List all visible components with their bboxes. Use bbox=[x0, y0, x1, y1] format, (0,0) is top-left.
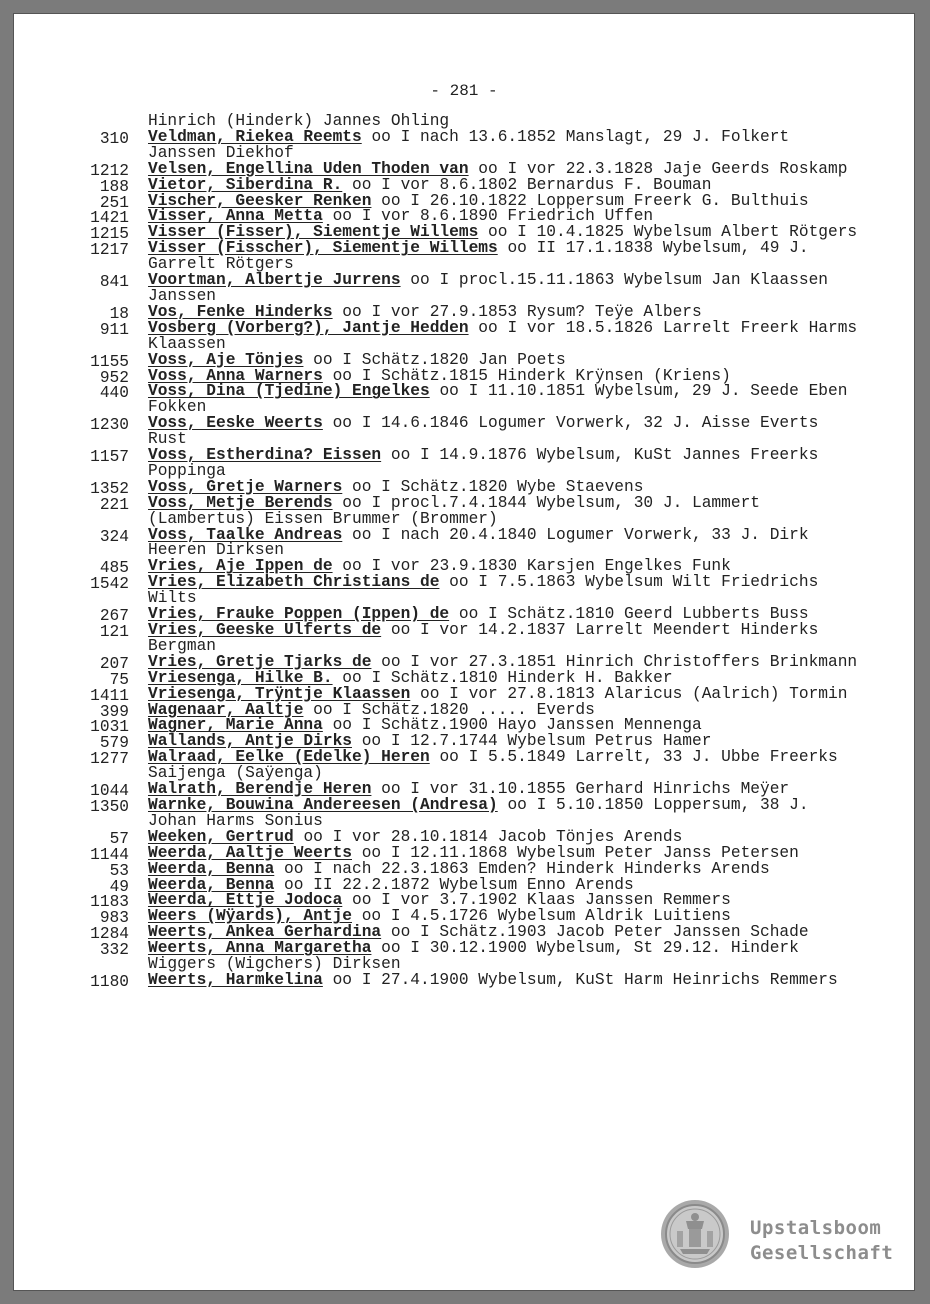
entry-number: 485 bbox=[99, 559, 129, 578]
entry-number: 1217 bbox=[90, 241, 129, 260]
entry-name: Vries, Frauke Poppen (Ippen) de bbox=[148, 605, 450, 624]
entry-details: oo I Schätz.1820 Wybe Staevens bbox=[352, 477, 644, 496]
entry-name: Wagner, Marie Anna bbox=[148, 716, 323, 735]
entry-number: 1542 bbox=[90, 575, 129, 594]
entry-name: Veldman, Riekea Reemts bbox=[148, 127, 362, 146]
entry-name: Weerts, Harmkelina bbox=[148, 970, 323, 989]
entry-number: 18 bbox=[109, 304, 129, 323]
entry-details: oo II 22.2.1872 Wybelsum Enno Arends bbox=[284, 875, 634, 894]
entry-details: oo I 4.5.1726 Wybelsum Aldrik Luitiens bbox=[361, 907, 731, 926]
entry-name: Vries, Aje Ippen de bbox=[148, 557, 333, 576]
entry-number: 1157 bbox=[90, 448, 129, 467]
entry-number: 1215 bbox=[90, 225, 129, 244]
entry-details: oo II 17.1.1838 Wybelsum, 49 J. Garrelt Rötgers bbox=[148, 239, 809, 274]
entry-name: Voss, Anna Warners bbox=[148, 366, 323, 385]
entry-number: 983 bbox=[99, 909, 129, 928]
entry-number: 1212 bbox=[90, 161, 129, 180]
entry-details: oo I vor 14.2.1837 Larrelt Meendert Hinderks Bergman bbox=[148, 621, 819, 655]
entry-name: Voss, Eeske Weerts bbox=[148, 414, 323, 433]
entry-details: oo I vor 8.6.1890 Friedrich Uffen bbox=[332, 207, 654, 226]
entry-name: Vries, Elizabeth Christians de bbox=[148, 573, 440, 592]
entry-name: Vos, Fenke Hinderks bbox=[148, 302, 333, 321]
entry-number: 1031 bbox=[90, 718, 129, 737]
entry-details: oo I Schätz.1820 Jan Poets bbox=[313, 350, 566, 369]
entry-number: 251 bbox=[99, 193, 129, 212]
page-number: - 281 - bbox=[430, 82, 498, 100]
entry-name: Voss, Metje Berends bbox=[148, 493, 333, 512]
entry-details: oo I Schätz.1903 Jacob Peter Janssen Schade bbox=[390, 923, 809, 942]
register-entry bbox=[14, 273, 914, 305]
entry-details: oo I vor 27.3.1851 Hinrich Christoffers Brinkmann bbox=[381, 652, 858, 671]
entry-name: Vosberg (Vorberg?), Jantje Hedden bbox=[148, 318, 469, 337]
entry-number: 57 bbox=[109, 829, 129, 848]
entry-details: oo I 5.5.1849 Larrelt, 33 J. Ubbe Freerks Saijenga (Saÿenga) bbox=[148, 748, 838, 783]
entry-details: oo I nach 20.4.1840 Logumer Vorwerk, 33 J. Dirk Heeren Dirksen bbox=[148, 525, 809, 560]
register-entry bbox=[14, 416, 914, 448]
register-entry bbox=[14, 575, 914, 607]
entry-name: Vries, Gretje Tjarks de bbox=[148, 652, 372, 671]
entry-number: 332 bbox=[99, 941, 129, 960]
entry-details: oo I vor 22.3.1828 Jaje Geerds Roskamp bbox=[478, 159, 848, 178]
entry-details: oo I 12.7.1744 Wybelsum Petrus Hamer bbox=[361, 732, 712, 751]
entry-number: 1180 bbox=[90, 972, 129, 991]
entry-details: oo I 10.4.1825 Wybelsum Albert Rötgers bbox=[488, 223, 858, 242]
entry-details: oo I Schätz.1810 Geerd Lubberts Buss bbox=[458, 605, 809, 624]
entry-details: oo I vor 23.9.1830 Karsjen Engelkes Funk bbox=[342, 557, 731, 576]
entry-number: 49 bbox=[109, 877, 129, 896]
register-entry bbox=[14, 525, 914, 560]
entry-details: oo I Schätz.1900 Hayo Janssen Mennenga bbox=[332, 716, 702, 735]
entry-number: 1044 bbox=[90, 782, 129, 801]
entry-name: Wallands, Antje Dirks bbox=[148, 732, 352, 751]
entry-number: 75 bbox=[109, 670, 129, 689]
entry-details: oo I vor 31.10.1855 Gerhard Hinrichs Meÿer bbox=[381, 780, 790, 799]
entry-name: Walraad, Eelke (Edelke) Heren bbox=[148, 748, 430, 767]
register-entry bbox=[14, 318, 914, 353]
entry-name: Weerda, Benna bbox=[148, 859, 275, 878]
entry-name: Weerts, Anna Margaretha bbox=[148, 939, 372, 958]
logo-line-1: Upstalsboom bbox=[750, 1217, 882, 1239]
entry-number: 324 bbox=[99, 527, 129, 546]
entry-details: oo I vor 27.9.1853 Rysum? Teÿe Albers bbox=[342, 302, 702, 321]
entry-number: 267 bbox=[99, 607, 129, 626]
entry-number: 188 bbox=[99, 177, 129, 196]
entry-details: oo I vor 18.5.1826 Larrelt Freerk Harms Klaassen bbox=[148, 318, 858, 353]
entry-number: 1277 bbox=[90, 750, 129, 769]
entry-details: oo I Schätz.1815 Hinderk Krÿnsen (Kriens) bbox=[332, 366, 731, 385]
entry-name: Velsen, Engellina Uden Thoden van bbox=[148, 159, 469, 178]
entry-details: oo I Schätz.1810 Hinderk H. Bakker bbox=[342, 668, 673, 687]
entry-number: 1421 bbox=[90, 209, 129, 228]
entry-details: oo I vor 27.8.1813 Alaricus (Aalrich) Tormin bbox=[420, 684, 848, 703]
entry-details: oo I vor 28.10.1814 Jacob Tönjes Arends bbox=[303, 827, 683, 846]
register-entry bbox=[14, 384, 914, 416]
entry-number: 911 bbox=[99, 320, 129, 339]
entry-list bbox=[14, 114, 914, 989]
lead-line-text: Hinrich (Hinderk) Jannes Ohling bbox=[148, 112, 450, 130]
entry-name: Vischer, Geesker Renken bbox=[148, 191, 372, 210]
entry-number: 1183 bbox=[90, 893, 129, 912]
register-entry bbox=[14, 970, 914, 991]
entry-name: Voss, Estherdina? Eissen bbox=[148, 446, 382, 465]
entry-details: oo I procl.7.4.1844 Wybelsum, 30 J. Lammert (Lambertus) Eissen Brummer (Brommer) bbox=[148, 493, 761, 528]
entry-number: 53 bbox=[109, 861, 129, 880]
seal-emblem-icon bbox=[660, 1199, 730, 1269]
register-entry bbox=[14, 448, 914, 480]
entry-name: Weers (Wÿards), Antje bbox=[148, 907, 352, 926]
entry-number: 1144 bbox=[90, 845, 129, 864]
register-entry bbox=[14, 941, 914, 973]
entry-details: oo I 14.6.1846 Logumer Vorwerk, 32 J. Aisse Everts Rust bbox=[148, 414, 819, 449]
entry-name: Voortman, Albertje Jurrens bbox=[148, 271, 401, 290]
entry-details: oo I vor 3.7.1902 Klaas Janssen Remmers bbox=[352, 891, 731, 910]
entry-number: 1352 bbox=[90, 479, 129, 498]
entry-number: 1230 bbox=[90, 416, 129, 435]
entry-name: Visser, Anna Metta bbox=[148, 207, 323, 226]
entry-number: 1350 bbox=[90, 797, 129, 816]
entry-details: oo I nach 13.6.1852 Manslagt, 29 J. Folkert Janssen Diekhof bbox=[148, 127, 790, 162]
entry-number: 399 bbox=[99, 702, 129, 721]
entry-name: Voss, Gretje Warners bbox=[148, 477, 343, 496]
entry-name: Voss, Aje Tönjes bbox=[148, 350, 304, 369]
entry-name: Voss, Taalke Andreas bbox=[148, 525, 343, 544]
society-logo-text bbox=[750, 1216, 893, 1266]
entry-number: 579 bbox=[99, 734, 129, 753]
entry-name: Vriesenga, Hilke B. bbox=[148, 668, 333, 687]
entry-details: oo I Schätz.1820 ..... Everds bbox=[313, 700, 595, 719]
register-entry bbox=[14, 623, 914, 655]
entry-name: Vietor, Siberdina R. bbox=[148, 175, 343, 194]
entry-name: Voss, Dina (Tjedine) Engelkes bbox=[148, 382, 430, 401]
register-entry bbox=[14, 127, 914, 162]
entry-details: oo I procl.15.11.1863 Wybelsum Jan Klaassen Janssen bbox=[148, 271, 829, 305]
entry-name: Visser (Fisscher), Siementje Willems bbox=[148, 239, 498, 258]
register-entry bbox=[14, 750, 914, 782]
entry-number: 440 bbox=[99, 384, 129, 403]
entry-name: Weerda, Ettje Jodoca bbox=[148, 891, 343, 910]
entry-name: Vriesenga, Trÿntje Klaassen bbox=[148, 684, 411, 703]
entry-details: oo I 5.10.1850 Loppersum, 38 J. Johan Harms Sonius bbox=[148, 795, 809, 830]
entry-number: 841 bbox=[99, 273, 129, 292]
entry-details: oo I 30.12.1900 Wybelsum, St 29.12. Hinderk Wiggers (Wigchers) Dirksen bbox=[148, 939, 799, 974]
entry-name: Weerts, Ankea Gerhardina bbox=[148, 923, 382, 942]
document-page bbox=[14, 14, 914, 1290]
entry-details: oo I 26.10.1822 Loppersum Freerk G. Bulthuis bbox=[381, 191, 809, 210]
entry-name: Weerda, Aaltje Weerts bbox=[148, 843, 352, 862]
register-entry bbox=[14, 493, 914, 528]
entry-details: oo I 27.4.1900 Wybelsum, KuSt Harm Heinrichs Remmers bbox=[332, 970, 838, 989]
entry-details: oo I nach 22.3.1863 Emden? Hinderk Hinderks Arends bbox=[284, 859, 770, 878]
entry-name: Weerda, Benna bbox=[148, 875, 275, 894]
entry-details: oo I vor 8.6.1802 Bernardus F. Bouman bbox=[352, 175, 712, 194]
entry-name: Wagenaar, Aaltje bbox=[148, 700, 304, 719]
entry-name: Visser (Fisser), Siementje Willems bbox=[148, 223, 479, 242]
entry-number: 121 bbox=[99, 623, 129, 641]
entry-number: 310 bbox=[99, 129, 129, 148]
register-entry bbox=[14, 795, 914, 830]
entry-name: Warnke, Bouwina Andereesen (Andresa) bbox=[148, 795, 498, 814]
entry-details: oo I 12.11.1868 Wybelsum Peter Janss Petersen bbox=[361, 843, 799, 862]
entry-details: oo I 11.10.1851 Wybelsum, 29 J. Seede Eben Fokken bbox=[148, 382, 848, 417]
entry-details: oo I 14.9.1876 Wybelsum, KuSt Jannes Freerks Poppinga bbox=[148, 446, 819, 480]
entry-number: 1284 bbox=[90, 925, 129, 944]
entry-number: 221 bbox=[99, 495, 129, 514]
entry-number: 207 bbox=[99, 654, 129, 673]
register-entry bbox=[14, 241, 914, 273]
entry-name: Walrath, Berendje Heren bbox=[148, 780, 372, 799]
entry-number: 1155 bbox=[90, 352, 129, 371]
entry-details: oo I 7.5.1863 Wybelsum Wilt Friedrichs Wilts bbox=[148, 573, 819, 608]
entry-number: 1411 bbox=[90, 686, 129, 705]
entry-number: 952 bbox=[99, 368, 129, 387]
entry-name: Vries, Geeske Ulferts de bbox=[148, 621, 382, 639]
entry-name: Weeken, Gertrud bbox=[148, 827, 294, 846]
logo-line-2: Gesellschaft bbox=[750, 1242, 894, 1264]
